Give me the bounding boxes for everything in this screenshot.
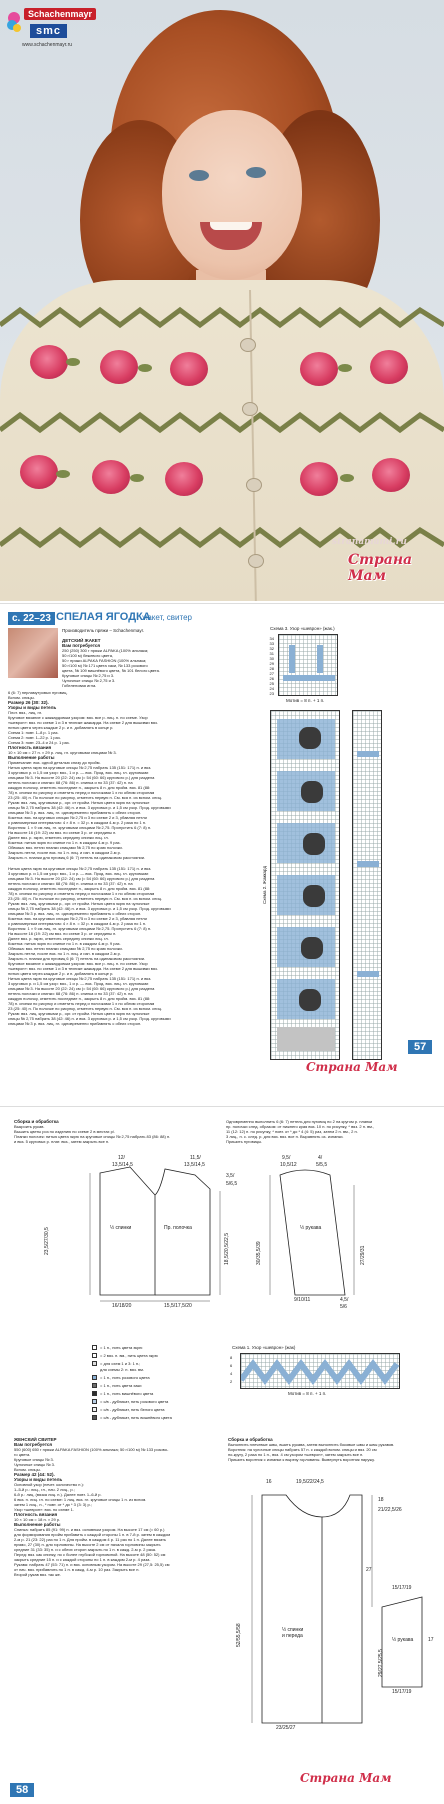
text-line: 78) п. спинки по рисунку и отметить перед и полочками 1 х по обеим сторонам (8, 1001, 155, 1006)
row-number: 6 (230, 1363, 233, 1368)
text-line: Схема 1: повт. 1–8 р. 1 раз. (8, 730, 59, 735)
legend-item: для схемы 2: п. вяз. вм. (100, 1367, 144, 1372)
text-line: и вяз. 5 круговых р. плат. вяз., затем закрыть все п. (14, 1139, 110, 1144)
chart1-title: Схема 1. Узор «шеврон» (жак) (232, 1345, 296, 1350)
text-line: 50 г/100 м) бежевого цвета, (62, 653, 114, 658)
chart-cell-band (357, 971, 379, 977)
text-line: по-кругу, 2 раза по 1 п., вяз. 4 см узором «шеврон», затем закрыть все п. (228, 1452, 364, 1457)
text-line: Рукав: вяз. лиц. круговыми р., орг. от пройм. Нитью цвета экрю на чулочные (8, 1011, 150, 1016)
row-number: 30 (269, 656, 274, 661)
text-line: спицы № 2,75 набрать 38 (42: 46) п. и вяз. 3 круговых р. и 1,5 см узор. Прод. круговыми (8, 1016, 171, 1021)
text-line: 11 (12: 12) п. по рисунку, * повт. от * до * 4 (4: 5) раз, затем 2 п. вм., 2 п. (226, 1129, 358, 1134)
text-line: Чулочные спицы № 3. (14, 1462, 56, 1467)
women-sweater-text (14, 1437, 214, 1577)
sleeve-dim: 17 (428, 1637, 434, 1643)
jacket-dim: 13,5/14,5 (112, 1162, 133, 1168)
jacket-dim: 13,5/14,5 (184, 1162, 205, 1168)
legend-item: = с/в - дубликат, нить белого цвета (100, 1407, 165, 1412)
text-line: Плот. вяз., лиц. гл. (8, 710, 43, 715)
text-line: спицами № 3. На высоте 20 (22: 24) см (= 54 (60: 66) кругового р.) для раздела (8, 876, 155, 881)
text-line: Чулочные спицы № 2,75 и 3. (62, 678, 116, 683)
label-back-front-half: ½ спинки и переда (282, 1627, 304, 1639)
text-line: Кокетка: вяз. на круговых спицах № 2,75 и 3 по схеме 2 и 3, убавляя петли (8, 815, 147, 820)
watermark-bottom: Страна Мам (300, 1771, 392, 1785)
rose-motif (100, 350, 138, 384)
text-line: Рукав: вяз. лиц. круговыми р., орг. от пройм. Нитью цвета экрю на чулочные (8, 901, 150, 906)
text-line: 78) п. спинки по рисунку и отметить перед и полочками 1 х по обеим сторонам (8, 891, 155, 896)
jacket-dim: 23,5/27/30,5 (44, 1227, 50, 1255)
text-line: пр. полочки след. образом: от нижнего края вяз. 10 п. по рисунку, * вяз. 2 п. вм., (226, 1124, 375, 1129)
legend-swatch (92, 1407, 97, 1412)
legend-item: = с/в - дубликат, нить вишнёвого цвета (100, 1415, 172, 1420)
row-number: 33 (269, 641, 274, 646)
chart2-grid-side (352, 710, 382, 1060)
text-line: На высоте 16 (19: 22) см вяз. по схеме 3 р. от середины п. (8, 931, 117, 936)
text-line: от нач. вяз. прибавлять по 1 п. в кажд. 4-м р. 10 раз. Закрыть все п. (14, 1567, 140, 1572)
legend-swatch (92, 1361, 97, 1366)
legend-swatch (92, 1353, 97, 1358)
text-line: 10 × 10 см = 18 п. × 29 р. (14, 1517, 61, 1522)
legend-swatch (92, 1391, 97, 1396)
text-line: 2-м р. 21 (23: 22) раз по 1 п. Для пройм. в каждом 4 р. 11 раз по 1 п. Далее вязать (14, 1537, 167, 1542)
chart-cell-band (357, 751, 379, 757)
chart-motif (303, 885, 325, 907)
text-line: 6 (6: 7) перламутровых пуговиц. (8, 690, 68, 695)
text-line: 6 вяз. п. лиц. гл. по схеме: 1 лиц. вяз. гл. круговые спицы 1 п. из вспом. (14, 1497, 147, 1502)
sleeve-dim: 15/17/19 (392, 1585, 412, 1591)
text-line: Вспом. спицы. (8, 695, 35, 700)
text-line: 23 (25: 40) п. По полочке по рисунку, отметить первую п. См. вся п. из вспом. спиц. (8, 1006, 162, 1011)
text-line: ДЕТСКИЙ ЖАКЕТ (62, 638, 101, 643)
brand-yarn-icon (6, 10, 22, 34)
text-line: Схема 3: повт. 23–4 и 24 р. 1 раз. (8, 740, 70, 745)
sleeve-dim: 29/27,5/25,5 (378, 1649, 384, 1677)
sleeve-dim: 15/17/19 (392, 1689, 412, 1695)
label-sleeve-half: ½ рукава (392, 1637, 414, 1643)
leaf-motif (340, 474, 354, 482)
text-line: для формирования пройм прибавить с каждой стороны 1 п. в 7-й р. затем в каждом (14, 1532, 171, 1537)
brand-name: Schachenmayr (24, 8, 96, 20)
rose-motif (300, 462, 338, 496)
watermark-top: Страна Мам (348, 552, 413, 584)
jacket-dim: 18,5/20,5/22,5 (224, 1233, 230, 1265)
text-line: Планки полочек: нитью цвета экрю на круговые спицы № 2,75 набрать 83 (86: 88) п. (14, 1134, 171, 1139)
text-line: Гобеленовая игла. (62, 683, 97, 688)
row-number: 25 (269, 681, 274, 686)
chart3-note: Мотив = 8 п. + 1 п. (286, 698, 325, 703)
row-number: 24 (269, 686, 274, 691)
text-line: Размер 42 (44: 52). (14, 1472, 55, 1477)
rose-motif (370, 350, 408, 384)
text-line: 550 (600) 650 г пряжи ALPAKA FASHION (100% альпака; 50 г/100 м) № 133 розово- (14, 1447, 169, 1452)
legend-item: = 1 п., нить вишнёвого цвета (100, 1391, 154, 1396)
sweater-dim: 27 (366, 1567, 372, 1573)
page-number-58: 58 (10, 1783, 34, 1797)
magazine-page-57 (0, 603, 444, 1103)
text-line: Сборка и обработка (14, 1119, 59, 1124)
row-number: 32 (269, 646, 274, 651)
jacket-dim: 3,5/ (226, 1173, 235, 1179)
brand-url: www.schachenmayr.ru (22, 42, 73, 48)
text-line: Размер 26 (30: 32). (8, 700, 49, 705)
text-line: 10 × 10 см = 27 п. × 29 р. лиц. гл. круговыми спицами № 3. (8, 750, 117, 755)
text-line: Узоры и виды петель (8, 705, 57, 710)
text-line: каждую полочку, отметить последние п., закрыть 8 п. для пройм. вяз. 81 (88: (8, 886, 151, 891)
chart1-chevron (241, 1354, 401, 1390)
text-line: 3 круговых р. и 1,5 см узор: вяз., 1 и р. — вяз. Прод. вяз. лиц. гл. круговыми (8, 871, 149, 876)
text-line: петель полочки и спинки: 68 (76: 86) п. спинка и по 33 (37: 42) п. на (8, 780, 133, 785)
sweater-dim: 52/55,5/58 (236, 1623, 242, 1647)
legend-swatch (92, 1415, 97, 1420)
text-line: Схема 2: повт. 1–22 р. 1 раз. (8, 735, 61, 740)
text-line: Круговые спицы № 2,75 и 3. (62, 673, 115, 678)
text-line: Вам потребуется (14, 1442, 52, 1447)
text-line: Круговое вязание с жаккардовым узором: вяз. все р. лиц. п. по схеме. Узор (8, 961, 148, 966)
text-line: Нитью цвета экрю на круговые спицы № 2,75 набрать 135 (151: 171) п. и вяз. (8, 866, 152, 871)
assembly-text-right (226, 1119, 436, 1144)
chart-motif (301, 937, 323, 959)
sleeve-dim: 10,5/12 (280, 1162, 297, 1168)
watermark-faint: stranamami.ru (332, 537, 407, 547)
row-number: 2 (230, 1379, 233, 1384)
text-line: Выкроить рукав. (14, 1124, 45, 1129)
text-line: спицами № 3 р. вяз. лиц. гл. одновременно прибавлять с обеих сторон. (8, 810, 142, 815)
brand-logo-block (4, 4, 93, 52)
rose-motif (300, 352, 338, 386)
row-number: 8 (230, 1355, 233, 1360)
row-number: 23 (269, 691, 274, 696)
brand-smc: smc (30, 24, 67, 38)
text-line: цвета, № 109 вишнёвого цвета, № 101 белого цвета. (62, 668, 161, 673)
text-line: спицами № 3 р. вяз. лиц. гл. одновременно прибавлять с обеих сторон. (8, 1021, 142, 1026)
rose-motif (372, 458, 410, 492)
text-line: 50 г/100 м) № 171 цвета хаки, № 133 розового (62, 663, 148, 668)
text-line: Воротник: 1 × 9 см лиц. гл. круговыми спицами № 2,75. Пропустить 6 (7: 8) п. (8, 825, 152, 830)
text-line: 250 (250) 300 г пряжи ALPAKA (100% альпака; (62, 648, 149, 653)
text-line: спицами № 3 р. вяз. лиц. гл. одновременно прибавлять с обеих сторон. (8, 911, 142, 916)
sleeve-dim: 9,5/ (282, 1155, 291, 1161)
leaf-motif (138, 364, 152, 372)
page-number-57: 57 (408, 1040, 432, 1054)
rose-motif (30, 345, 68, 379)
sweater-dim: 16 (266, 1479, 272, 1485)
text-line: 3 лиц., п. с. след. р. для вяз. вяз. все п. Выравнять оз. изнанки. (226, 1134, 344, 1139)
photo-eye-left (189, 170, 209, 181)
text-line: Плотность вязания (8, 745, 52, 750)
materials-list (62, 638, 192, 688)
producer-line: Производитель пряжи – Schachenmayr. (62, 628, 145, 633)
chart-motif (299, 989, 321, 1011)
text-line: Рукав: вяз. лиц. круговыми р., орг. от пройм. Нитью цвета экрю на чулочные (8, 800, 150, 805)
text-line: 3 круговых р. и 1,5 см узор: вяз., 1 и р. — вяз. Прод. вяз. лиц. гл. круговыми (8, 770, 149, 775)
sweater-button (242, 402, 258, 416)
text-line: 78) п. спинки по рисунку и отметить перед и полочками 1 х по обеим сторонам (8, 790, 155, 795)
text-line: Кокетка: нитью экрю по спинке по 1 п. в каждом 4-м р. 9 раз. (8, 840, 121, 845)
sweater-dim: 18 (378, 1497, 384, 1503)
photo-face (162, 110, 302, 280)
sweater-dim: 21/22,5/26 (378, 1507, 402, 1513)
mini-photo (8, 628, 58, 678)
text-line: спицами № 3. На высоте 20 (22: 24) см (= 54 (60: 66) кругового р.) для раздела (8, 986, 155, 991)
text-line: 23 (25: 40) п. По полочке по рисунку, отметить первую п. См. вся п. из вспом. спиц. (8, 795, 162, 800)
text-line: Кокетка: нитью экрю по спинке по 1 п. в каждом 4-м р. 9 раз. (8, 941, 121, 946)
text-line: петель полочки и спинки: 68 (76: 86) п. спинка и по 33 (37: 42) п. на (8, 991, 133, 996)
chart-cell-band (317, 645, 323, 673)
text-line: Далее вяз. р. экрю, отметить середину спинки лиц. гл. (8, 835, 109, 840)
text-line: Сборка и обработка (228, 1437, 273, 1442)
text-line: Вспом. спицы. (14, 1467, 41, 1472)
row-number: 4 (230, 1371, 233, 1376)
text-line: средние 31 (33: 35) п. и с обеих сторон закрыть по 1 п. в кажд. 2-м р. 2 раза. (14, 1547, 157, 1552)
text-line: Нитью цвета экрю на круговые спицы № 2,75 набрать 135 (151: 171) п. и вяз. (8, 976, 152, 981)
text-line: Выполнить плечевые швы, вшить рукава, затем выполнить боковые швы и швы рукавов. (228, 1442, 395, 1447)
sweater-dim: 19,5/22/24,5 (296, 1479, 324, 1485)
photo-teeth (210, 222, 252, 230)
text-line: Воротник: на чулочные спицы набрать 57 п. с каждой вспом. спицы и вяз. 20 см (228, 1447, 377, 1452)
text-line: Основной узор (нечет. количество п.): (14, 1482, 84, 1487)
text-line: 3 круговых р. и 1,5 см узор: вяз., 1 и р. — вяз. Прод. вяз. лиц. гл. круговыми (8, 981, 149, 986)
label-front-right: Пр. полочка (164, 1225, 192, 1231)
leaf-motif (130, 474, 144, 482)
chart-motif (301, 781, 323, 803)
text-line: Примечание: вяз. одной деталью снизу до пройм. (8, 760, 101, 765)
text-line: Плотность вязания (14, 1512, 58, 1517)
text-line: спицы № 2,75 набрать 38 (42: 46) п. и вяз. 3 круговых р. и 1,5 см узор. Прод. круговыми (8, 805, 171, 810)
text-line: Закрыть петли, после вяз. по 1 п. лиц. и изн. в каждом 2-м р. (8, 850, 121, 855)
sweater-button (240, 338, 256, 352)
text-line: нитью цвета через каждые 2 р. и п. добавлять в конце р. (8, 971, 114, 976)
chart-block (277, 1027, 335, 1051)
women-assembly-text (228, 1437, 438, 1462)
chart-motif (303, 833, 325, 855)
chart-cell-band (289, 645, 295, 673)
text-line: с равномерным интервалом: 4 × 8 п. = 32 р. в каждом 4-м р. 2 раза по 1 п. (8, 820, 147, 825)
legend-swatch (92, 1399, 97, 1404)
text-line: Одновременно выполнить 6 (6: 7) петель для пуговиц по 2 на кругом р. планки (226, 1119, 373, 1124)
row-number: 34 (269, 636, 274, 641)
text-line: прямо, 27 (30) п. для горловины. На высоте 2 см от начала горловины закрыть (14, 1542, 161, 1547)
rose-motif (165, 462, 203, 496)
text-line: 23 (25: 40) п. По полочке по рисунку, отметить первую п. См. вся п. из вспом. спиц. (8, 896, 162, 901)
text-line: с равномерным интервалом: 4 × 8 п. = 32 р. в каждом 4-м р. 2 раза по 1 п. (8, 921, 147, 926)
text-line: Выполнение работы (14, 1522, 61, 1527)
text-line: го цвета. (14, 1452, 31, 1457)
instructions-text-cont (8, 866, 262, 1026)
row-number: 31 (269, 651, 274, 656)
text-line: ЖЕНСКИЙ СВИТЕР (14, 1437, 57, 1442)
sweater-button (246, 478, 262, 492)
text-line: На высоте 16 (19: 22) см вяз. по схеме 3 р. от середины п. (8, 830, 117, 835)
legend-swatch (92, 1345, 97, 1350)
jacket-dim: 11,5/ (190, 1155, 201, 1161)
jacket-dim: 5/6,5 (226, 1181, 238, 1187)
assembly-text (14, 1119, 204, 1144)
text-line: Второй рукав вяз. так же. (14, 1572, 62, 1577)
cover-photo (0, 0, 444, 601)
chart-motif (299, 727, 321, 749)
text-line: каждую полочку, отметить последние п., закрыть 8 п. для пройм. вяз. 81 (88: (8, 996, 151, 1001)
text-line: Вам потребуется (62, 643, 100, 648)
legend-item: = 2 вяз. п. вм., нить цвета экрю (100, 1353, 158, 1358)
legend-item: = с/в - дубликат, нить розового цвета (100, 1399, 169, 1404)
text-line: Круговые спицы № 3. (14, 1457, 54, 1462)
text-line: спицы № 2,75 набрать 38 (42: 46) п. и вяз. 3 круговых р. и 1,5 см узор. Прод. круговыми (8, 906, 171, 911)
photo-eye-right (246, 167, 266, 178)
text-line: Обвязка: вяз. петли планки спицами № 2,75 по краю полочки. (8, 845, 123, 850)
leaf-motif (56, 470, 70, 478)
sleeve-dim: 27/29/31 (360, 1245, 366, 1265)
text-line: нитью цвета через каждые 2 р. и п. добавлять в конце р. (8, 725, 114, 730)
text-line: Воротник: 1 × 9 см лиц. гл. круговыми спицами № 2,75. Пропустить 6 (7: 8) п. (8, 926, 152, 931)
row-number: 29 (269, 661, 274, 666)
text-line: Пришить пуговицы. (226, 1139, 263, 1144)
row-number: 26 (269, 676, 274, 681)
legend-item: = 1 п., нить цвета экрю (100, 1345, 143, 1350)
sleeve-dim: 5/6 (340, 1304, 347, 1310)
text-line: петель полочки и спинки: 68 (76: 86) п. спинка и по 33 (37: 42) п. на (8, 881, 133, 886)
text-line: закрыть средние 15 п. и с каждой стороны по 1 п. в каждом 2-м р. 4 раза. (14, 1557, 151, 1562)
sleeve-schematic (256, 1155, 380, 1310)
watermark-mid: Страна Мам (306, 1060, 398, 1074)
text-line: 50 г пряжи ALPAKA FASHION (100% альпака; (62, 658, 147, 663)
legend-swatch (92, 1375, 97, 1380)
text-line: «шеврон»: вяз. по схеме 1 и 3 в технике жаккарда. На схеме 2 для вышивки вяз. (8, 720, 158, 725)
jacket-dim: 16/18/20 (112, 1303, 132, 1309)
text-line: Узор «шеврон»: вяз. по схеме 1. (14, 1507, 74, 1512)
chart2-title: Схема 2. Жаккард (262, 865, 267, 904)
sweater-schematic (232, 1477, 432, 1737)
text-line: 6-й р.: лиц. (вязка лиц. п.). Далее повт. 1–6-й р. (14, 1492, 102, 1497)
text-line: Спинка: набрать 85 (91: 99) п. и вяз. основным узором. На высоте 17 см (= 60 р.) (14, 1527, 165, 1532)
row-number: 28 (269, 666, 274, 671)
legend-swatch (92, 1383, 97, 1388)
text-line: Рукава: набрать 47 (53: 71) п. и вяз. основным узором. На высоте 29 (27,5: 25,5) см (14, 1562, 170, 1567)
jacket-dim: 12/ (118, 1155, 125, 1161)
pattern-subtitle: жакет, свитер (142, 613, 192, 622)
jacket-dim: 15,5/17,5/20 (164, 1303, 192, 1309)
text-line: «шеврон»: вяз. по схеме 1 и 3 в технике жаккарда. На схеме 2 для вышивки вяз. (8, 966, 158, 971)
text-line: Пришить воротник с изнанки к вырезу горловины. Вывернуть воротник наружу. (228, 1457, 375, 1462)
instructions-text (8, 690, 262, 860)
sleeve-dim: 5/5,5 (316, 1162, 328, 1168)
text-line: 1–5-й р.: лиц., гл., нач. 2 лиц., р.; (14, 1487, 75, 1492)
sleeve-dim: 4/ (318, 1155, 323, 1161)
legend-item: = для схем 1 и 3: 1 п.; (100, 1361, 141, 1366)
row-number: 27 (269, 671, 274, 676)
chart2-grid (270, 710, 340, 1060)
sleeve-dim: 4,5/ (340, 1297, 349, 1303)
text-line: Закрыть п. планки для пуговиц 6 (6: 7) петель на одинаковом расстоянии. (8, 855, 146, 860)
legend-item: = 1 п., нить розового цвета (100, 1375, 150, 1380)
pattern-title: СПЕЛАЯ ЯГОДКА (56, 611, 151, 623)
rose-motif (20, 455, 58, 489)
rose-motif (170, 352, 208, 386)
leaf-motif (66, 358, 80, 366)
jacket-schematic (44, 1155, 250, 1309)
label-back-half: ½ спинки (110, 1225, 132, 1231)
chart3-grid (278, 634, 338, 696)
text-line: Нитью цвета экрю на круговые спицы № 2,75 набрать 135 (151: 171) п. и вяз. (8, 765, 152, 770)
sweater-button (248, 554, 264, 568)
legend-item: = 1 п., нить цвета хаки (100, 1383, 142, 1388)
chart1-grid (240, 1353, 400, 1389)
chart-cell-band (357, 861, 379, 867)
text-line: Узоры и виды петель (14, 1477, 63, 1482)
sleeve-dim: 30/35,5/39 (256, 1241, 262, 1265)
text-line: спицами № 3. На высоте 20 (22: 24) см (= 54 (60: 66) кругового р.) для раздела (8, 775, 155, 780)
text-line: каждую полочку, отметить последние п., закрыть 8 п. для пройм. вяз. 81 (88: (8, 785, 151, 790)
text-line: Вышить цветы роз по изделию по схеме 2 в местах p/. (14, 1129, 116, 1134)
section-label: с. 22–23 (8, 612, 55, 625)
text-line: Кокетка: вяз. на круговых спицах № 2,75 и 3 по схеме 2 и 3, убавляя петли (8, 916, 147, 921)
chart3-title: Схема 3. Узор «шеврон» (жак.) (270, 626, 335, 631)
sleeve-dim: 9/10/11 (294, 1297, 311, 1303)
leaf-motif (338, 364, 352, 372)
text-line: затем 1 лиц., п., * повт. от * до * 3 (3: 3) р.; (14, 1502, 92, 1507)
chart-cell-band (283, 675, 335, 681)
magazine-page-58 (0, 1106, 444, 1804)
chart1-rows (230, 1355, 238, 1384)
sweater-dim: 23/25/27 (276, 1725, 296, 1731)
text-line: Обвязка: вяз. петли планки спицами № 2,75 по краю полочки. (8, 946, 123, 951)
label-sleeve-half: ½ рукава (300, 1225, 322, 1231)
text-line: Закрыть п. планки для пуговиц 6 (6: 7) петель на одинаковом расстоянии. (8, 956, 146, 961)
text-line: Перед: вяз. как спинку, но с более глубокой горловиной. На высоте 48 (50: 52) см (14, 1552, 166, 1557)
rose-motif (92, 460, 130, 494)
text-line: Далее вяз. р. экрю, отметить середину спинки лиц. гл. (8, 936, 109, 941)
text-line: Круговое вязание с жаккардовым узором: вяз. все р. лиц. п. по схеме. Узор (8, 715, 148, 720)
chart3-row-numbers (262, 636, 274, 696)
text-line: Закрыть петли, после вяз. по 1 п. лиц. и изн. в каждом 2-м р. (8, 951, 121, 956)
chart1-note: Мотив = 8 п. + 1 п. (288, 1391, 327, 1396)
text-line: Выполнение работы (8, 755, 55, 760)
